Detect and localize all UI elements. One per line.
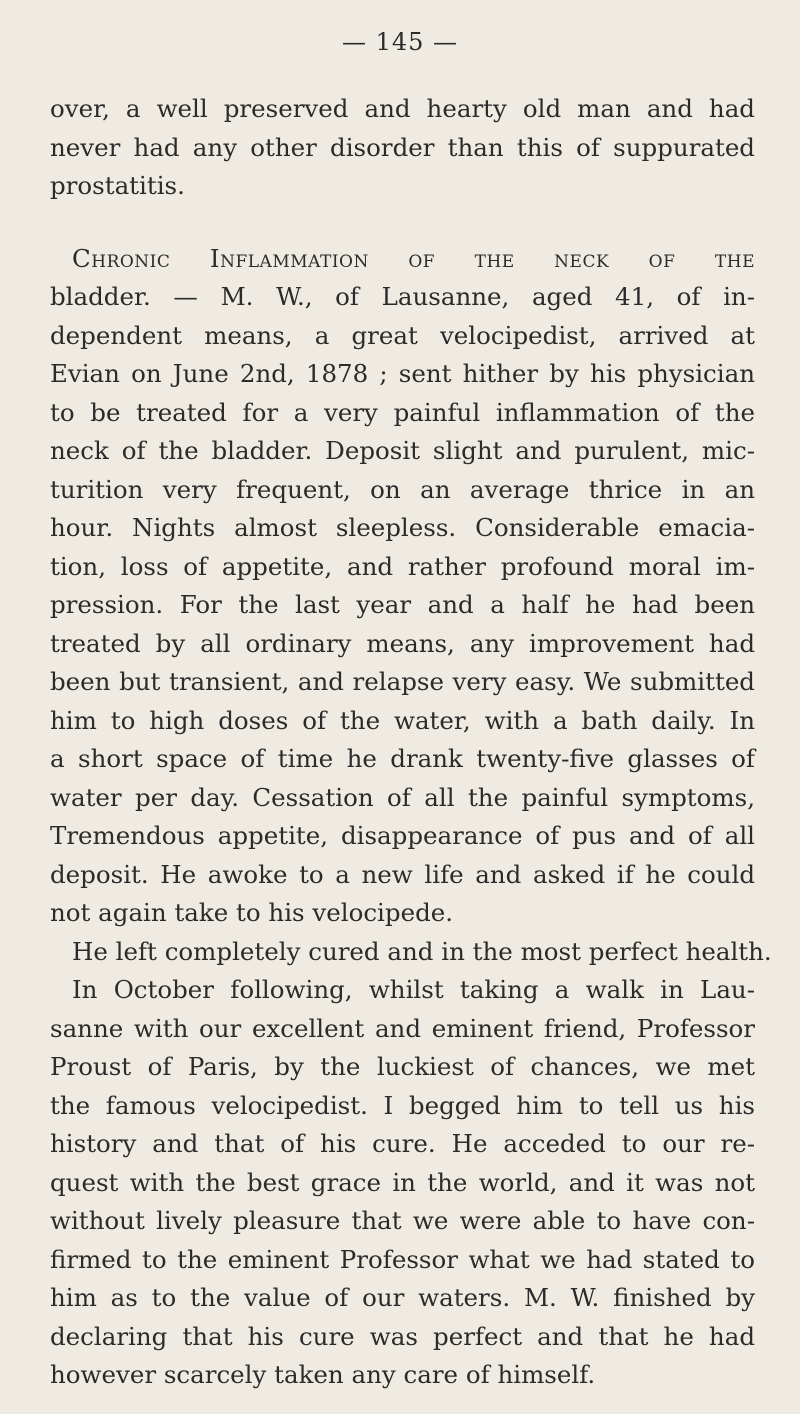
text-line: pression. For the last year and a half he had been xyxy=(50,590,755,619)
text-line: turition very frequent, on an average thrice in an xyxy=(50,474,755,504)
text-line: treated by all ordinary means, any improvement had xyxy=(50,628,755,658)
text-line: prostatitis. xyxy=(50,171,185,200)
text-line: him to high doses of the water, with a bath daily. In xyxy=(50,705,755,735)
text-line: never had any other disorder than this of suppurated xyxy=(50,132,755,162)
text-line: to be treated for a very painful inflammation of the xyxy=(50,397,755,427)
text-line: hour. Nights almost sleepless. Considerable emacia- xyxy=(50,513,755,542)
text-line: the famous velocipedist. I begged him to tell us his xyxy=(50,1090,755,1120)
text-line: In October following, whilst taking a walk in Lau- xyxy=(72,975,755,1004)
text-line: history and that of his cure. He acceded to our re- xyxy=(50,1129,755,1158)
text-line: water per day. Cessation of all the painful symptoms, xyxy=(50,782,755,812)
text-line: firmed to the eminent Professor what we had stated to xyxy=(50,1244,755,1274)
section-heading-line: Chronic Inflammation of the neck of the xyxy=(72,243,755,273)
text-line: Evian on June 2nd, 1878 ; sent hither by his physician xyxy=(50,359,755,388)
text-line: without lively pleasure that we were able to have con- xyxy=(50,1206,755,1235)
text-line: Proust of Paris, by the luckiest of chances, we met xyxy=(50,1052,755,1081)
text-line: dependent means, a great velocipedist, arrived at xyxy=(50,320,755,350)
text-line: He left completely cured and in the most perfect health. xyxy=(72,936,772,966)
text-line: tion, loss of appetite, and rather profound moral im- xyxy=(50,551,755,581)
text-line: Tremendous appetite, disappearance of pus and of all xyxy=(50,821,755,850)
text-line: sanne with our excellent and eminent friend, Professor xyxy=(50,1013,755,1043)
body-text xyxy=(50,90,772,1395)
text-line: however scarcely taken any care of himself. xyxy=(50,1360,596,1389)
text-line: bladder. — M. W., of Lausanne, aged 41, of in- xyxy=(50,282,755,311)
text-line: not again take to his velocipede. xyxy=(50,898,454,927)
text-line: a short space of time he drank twenty-five glasses of xyxy=(50,744,755,773)
page-number: — 145 — xyxy=(341,28,459,56)
text-line: neck of the bladder. Deposit slight and purulent, mic- xyxy=(50,436,755,465)
text-line: him as to the value of our waters. M. W. finished by xyxy=(50,1283,755,1312)
text-line: declaring that his cure was perfect and that he had xyxy=(50,1321,755,1351)
text-line: over, a well preserved and hearty old man and had xyxy=(50,94,755,123)
text-line: quest with the best grace in the world, and it was not xyxy=(50,1167,755,1197)
text-line: deposit. He awoke to a new life and asked if he could xyxy=(50,859,755,889)
text-line: been but transient, and relapse very easy. We submitted xyxy=(50,667,755,696)
